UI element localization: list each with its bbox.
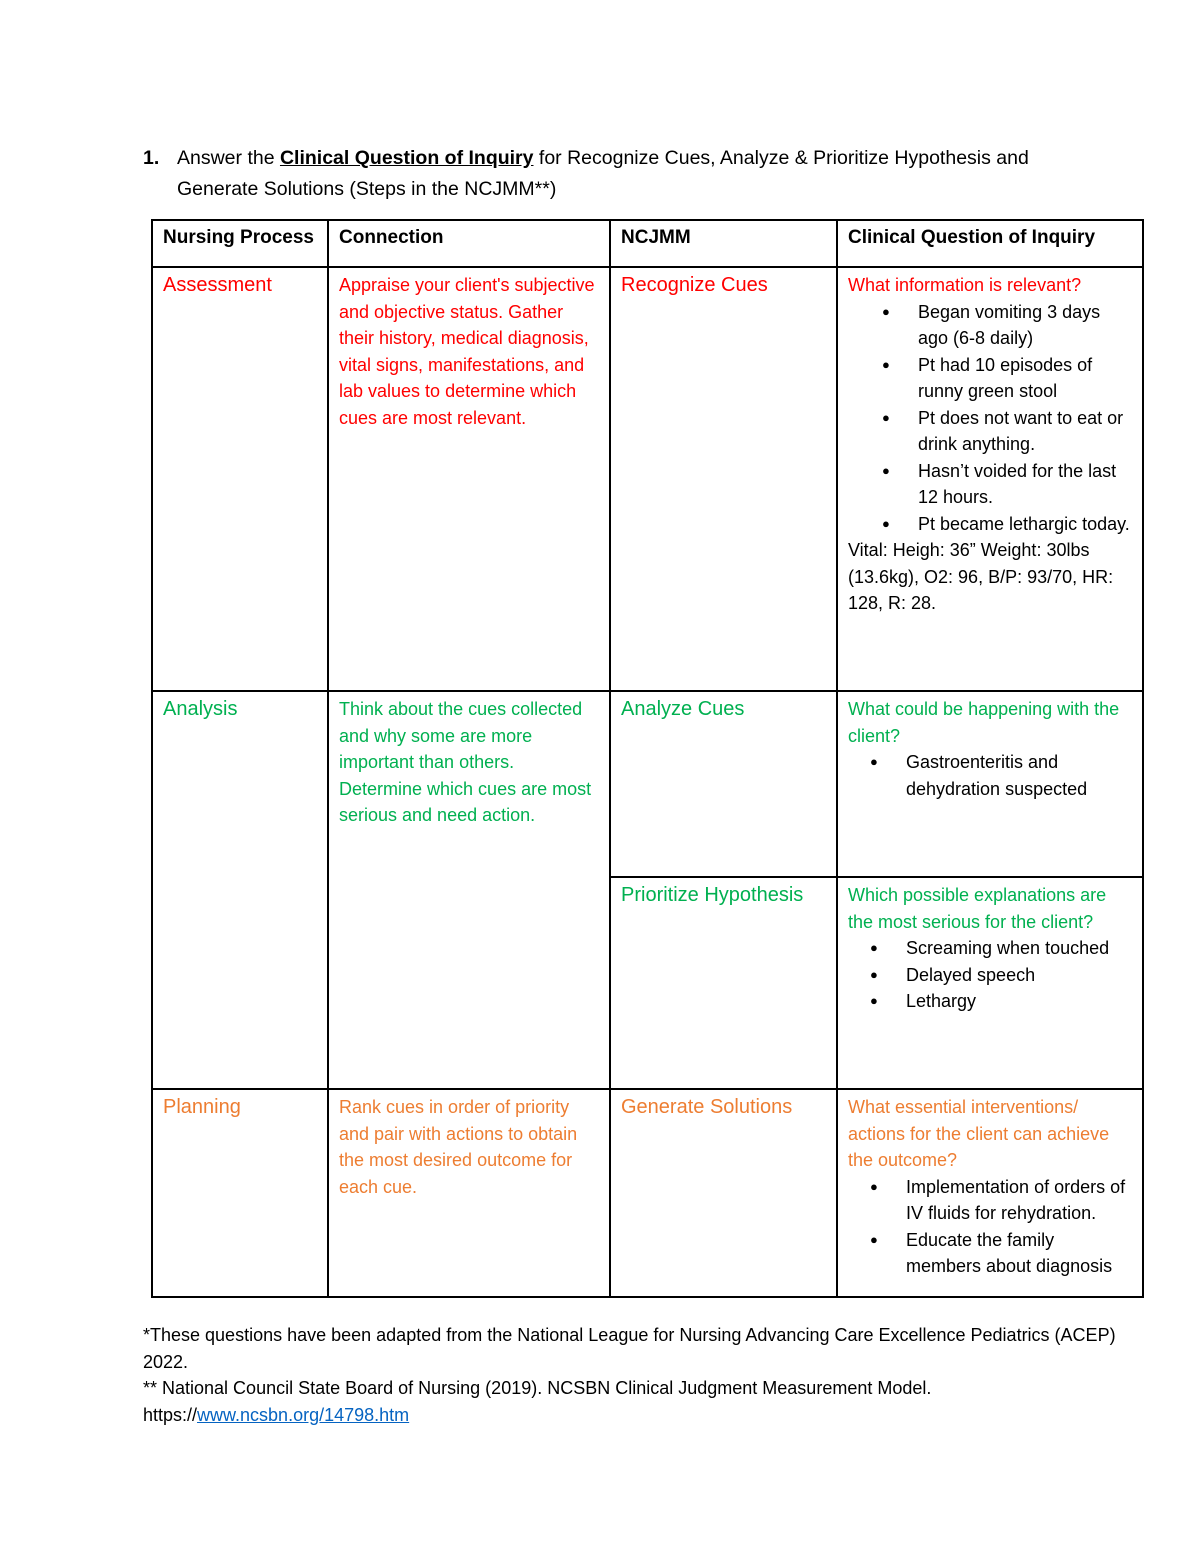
url-prefix: https://: [143, 1404, 198, 1425]
inquiry-prioritize: [837, 877, 1143, 1089]
list-item: ● Pt became lethargic today.: [918, 511, 1132, 538]
ncjmm-table: [151, 219, 1144, 1298]
list-item: ● Gastroenteritis and dehydration suspected: [906, 749, 1132, 802]
process-planning: Planning: [152, 1089, 328, 1297]
header-nursing-process: Nursing Process: [152, 220, 328, 267]
footnote-url-line: [143, 1402, 1143, 1429]
list-item: ● Educate the family members about diagnosis: [906, 1227, 1132, 1280]
footnote-ncsbn: ** National Council State Board of Nursing (2019). NCSBN Clinical Judgment Measurement Model.: [143, 1378, 932, 1398]
list-item: ● Delayed speech: [906, 962, 1132, 989]
table-header-row: [152, 220, 1143, 267]
connection-analysis: Think about the cues collected and why some are more important than others. Determine which cues are most serious and need action.: [328, 691, 610, 1089]
inquiry-analysis: [837, 691, 1143, 877]
assessment-bullet-list: [848, 299, 1132, 538]
footnotes: [143, 1322, 1143, 1428]
header-clinical-question: Clinical Question of Inquiry: [837, 220, 1143, 267]
question-heading: [143, 143, 1103, 205]
ncsbn-link[interactable]: www.ncsbn.org/14798.htm: [197, 1404, 410, 1425]
table-row-analysis: [152, 691, 1143, 877]
question-prefix: Answer the: [177, 147, 280, 169]
table-row-planning: [152, 1089, 1143, 1297]
list-item: ● Screaming when touched: [906, 935, 1132, 962]
process-assessment: Assessment: [152, 267, 328, 691]
prioritize-bullet-list: [848, 935, 1132, 1015]
list-item: ● Lethargy: [906, 988, 1132, 1015]
list-item: ● Pt does not want to eat or drink anything.: [918, 405, 1132, 458]
process-analysis: Analysis: [152, 691, 328, 1089]
question-emphasis: Clinical Question of Inquiry: [279, 147, 534, 169]
vitals-text: Vital: Heigh: 36” Weight: 30lbs (13.6kg), O2: 96, B/P: 93/70, HR: 128, R: 28.: [848, 540, 1114, 613]
footnote-acep: *These questions have been adapted from the National League for Nursing Advancing Care Excellence Pediatrics (ACEP) 2022.: [143, 1325, 1116, 1372]
analysis-bullet-list: [848, 749, 1132, 802]
connection-planning: Rank cues in order of priority and pair with actions to obtain the most desired outcome for each cue.: [328, 1089, 610, 1297]
ncjmm-analyze-cues: Analyze Cues: [610, 691, 837, 877]
ncjmm-prioritize-hypothesis: Prioritize Hypothesis: [610, 877, 837, 1089]
header-ncjmm: NCJMM: [610, 220, 837, 267]
inquiry-planning: [837, 1089, 1143, 1297]
list-item: ● Implementation of orders of IV fluids for rehydration.: [906, 1174, 1132, 1227]
table-row-assessment: [152, 267, 1143, 691]
inquiry-question: What information is relevant?: [848, 275, 1082, 295]
inquiry-assessment: [837, 267, 1143, 691]
ncjmm-recognize-cues: Recognize Cues: [610, 267, 837, 691]
question-text: [177, 143, 1103, 205]
inquiry-question: What essential interventions/ actions for the client can achieve the outcome?: [848, 1097, 1110, 1170]
list-item: ● Began vomiting 3 days ago (6-8 daily): [918, 299, 1132, 352]
list-item: ● Hasn’t voided for the last 12 hours.: [918, 458, 1132, 511]
list-item: ● Pt had 10 episodes of runny green stool: [918, 352, 1132, 405]
connection-assessment: Appraise your client's subjective and objective status. Gather their history, medical diagnosis, vital signs, manifestations, and lab values to determine which cues are most relevant.: [328, 267, 610, 691]
header-connection: Connection: [328, 220, 610, 267]
ncjmm-generate-solutions: Generate Solutions: [610, 1089, 837, 1297]
inquiry-question: What could be happening with the client?: [848, 699, 1120, 746]
inquiry-question: Which possible explanations are the most serious for the client?: [848, 885, 1107, 932]
question-suffix: for Recognize Cues, Analyze & Prioritize Hypothesis and Generate Solutions (Steps in the NCJMM**): [177, 147, 1029, 200]
question-number: 1.: [143, 147, 160, 169]
planning-bullet-list: [848, 1174, 1132, 1280]
